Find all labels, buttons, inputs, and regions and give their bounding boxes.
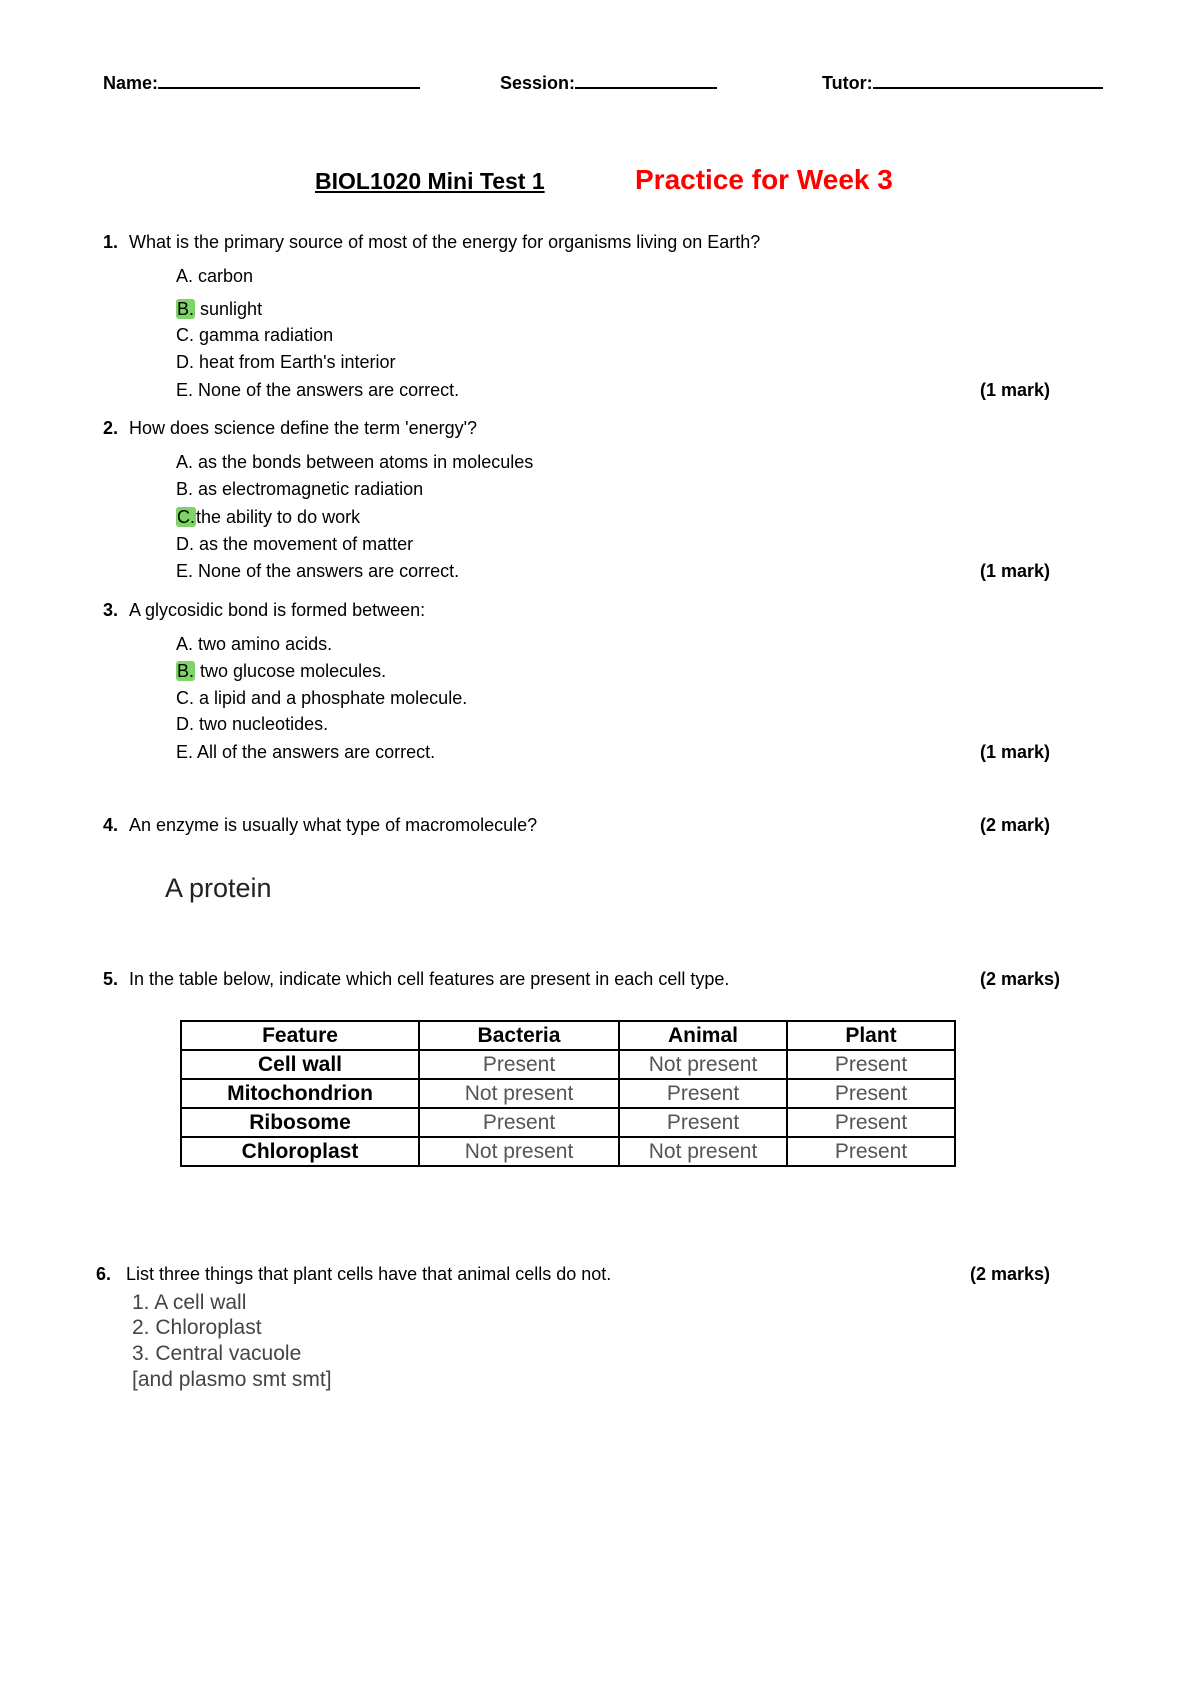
marks-3: (1 mark) [980,742,1051,762]
marks-5: (2 marks) [980,969,1061,989]
question-2 [103,418,477,439]
table-row [181,1079,955,1108]
question-text: What is the primary source of most of the energy for organisms living on Earth? [129,232,761,252]
question-number: 6. [96,1264,112,1284]
question-3 [103,600,425,621]
option-2d[interactable]: D. as the movement of matter [176,534,414,554]
option-3e[interactable]: E. All of the answers are correct. [176,742,436,762]
page-title: BIOL1020 Mini Test 1 [315,168,545,194]
answer-4[interactable]: A protein [165,873,272,903]
answer-6-item[interactable]: [and plasmo smt smt] [132,1368,332,1391]
value-cell[interactable]: Present [419,1108,619,1137]
feature-cell: Mitochondrion [181,1079,419,1108]
question-text: An enzyme is usually what type of macromolecule? [129,815,538,835]
header-feature: Feature [181,1021,419,1050]
name-line[interactable] [158,70,420,89]
session-line[interactable] [575,70,717,89]
question-4 [103,815,537,836]
value-cell[interactable]: Not present [619,1137,787,1166]
option-3a[interactable]: A. two amino acids. [176,634,333,654]
answer-highlight: B. [177,661,195,681]
name-field[interactable] [103,70,420,94]
option-1d[interactable]: D. heat from Earth's interior [176,352,396,372]
table-row [181,1108,955,1137]
question-number: 5. [103,969,119,989]
value-cell[interactable]: Present [619,1079,787,1108]
question-number: 2. [103,418,119,438]
option-1a[interactable]: A. carbon [176,266,254,286]
table-header-row [181,1021,955,1050]
value-cell[interactable]: Not present [619,1050,787,1079]
value-cell[interactable]: Present [787,1137,955,1166]
question-text: A glycosidic bond is formed between: [129,600,426,620]
option-2e[interactable]: E. None of the answers are correct. [176,561,460,581]
question-number: 4. [103,815,119,835]
answer-6-item[interactable]: 2. Chloroplast [132,1316,262,1339]
question-5 [103,969,729,990]
value-cell[interactable]: Present [619,1108,787,1137]
option-3b[interactable]: B. two glucose molecules. [177,661,387,681]
option-3c[interactable]: C. a lipid and a phosphate molecule. [176,688,468,708]
marks-4: (2 mark) [980,815,1051,835]
value-cell[interactable]: Present [787,1050,955,1079]
value-cell[interactable]: Present [787,1079,955,1108]
cell-features-table [180,1020,956,1167]
question-number: 3. [103,600,119,620]
table-row [181,1050,955,1079]
feature-cell: Chloroplast [181,1137,419,1166]
answer-6-item[interactable]: 3. Central vacuole [132,1342,302,1365]
session-label: Session: [500,73,576,93]
question-number: 1. [103,232,119,252]
header-animal: Animal [619,1021,787,1050]
value-cell[interactable]: Present [419,1050,619,1079]
option-1c[interactable]: C. gamma radiation [176,325,334,345]
answer-6-item[interactable]: 1. A cell wall [132,1291,247,1314]
answer-highlight: C. [177,507,195,527]
question-text: In the table below, indicate which cell features are present in each cell type. [129,969,730,989]
answer-highlight: B. [177,299,195,319]
practice-subtitle: Practice for Week 3 [635,164,893,195]
marks-6: (2 marks) [970,1264,1051,1284]
session-field[interactable] [500,70,717,94]
feature-cell: Cell wall [181,1050,419,1079]
tutor-field[interactable] [822,70,1103,94]
question-text: How does science define the term 'energy'? [129,418,478,438]
marks-2: (1 mark) [980,561,1051,581]
option-1e[interactable]: E. None of the answers are correct. [176,380,460,400]
name-label: Name: [103,73,159,93]
option-2c[interactable]: C.the ability to do work [177,507,361,527]
header-plant: Plant [787,1021,955,1050]
option-2b[interactable]: B. as electromagnetic radiation [176,479,424,499]
tutor-line[interactable] [873,70,1103,89]
option-3d[interactable]: D. two nucleotides. [176,714,329,734]
marks-1: (1 mark) [980,380,1051,400]
question-6 [96,1264,611,1285]
table-row [181,1137,955,1166]
option-2a[interactable]: A. as the bonds between atoms in molecules [176,452,534,472]
value-cell[interactable]: Not present [419,1137,619,1166]
question-text: List three things that plant cells have that animal cells do not. [126,1264,612,1284]
option-1b[interactable]: B. sunlight [177,299,263,319]
header-bacteria: Bacteria [419,1021,619,1050]
value-cell[interactable]: Present [787,1108,955,1137]
value-cell[interactable]: Not present [419,1079,619,1108]
feature-cell: Ribosome [181,1108,419,1137]
tutor-label: Tutor: [822,73,873,93]
question-1 [103,232,760,253]
